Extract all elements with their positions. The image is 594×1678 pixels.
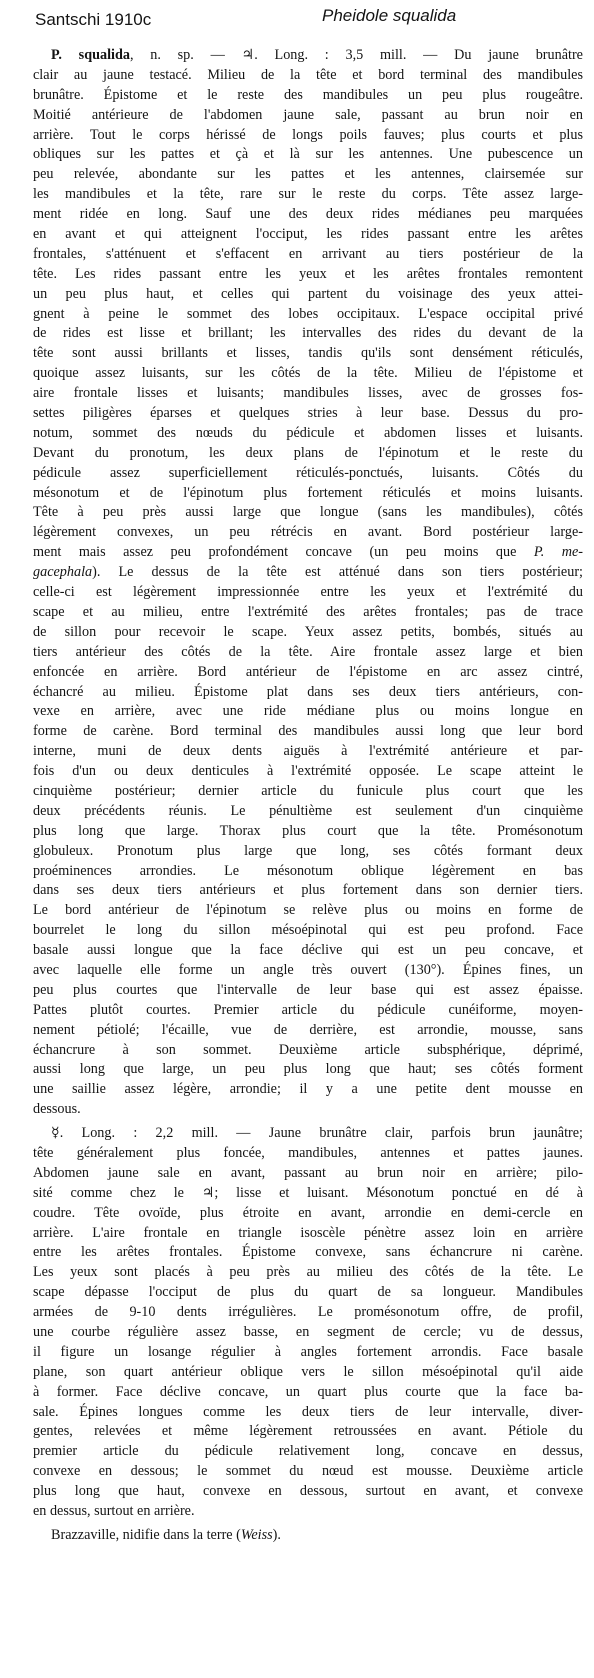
- text-run: armées de 9-10 dents irrégulières. Le promésonotum offre, de profil,: [33, 1304, 583, 1321]
- text-line: [0, 543, 594, 563]
- text-run: tête sont aussi brillants et lisses, tandis qu'ils sont densément réticulés,: [33, 345, 583, 362]
- text-line: [0, 941, 594, 961]
- text-line: [0, 1124, 594, 1144]
- text-run: Devant du pronotum, les deux plans de l'épinotum et le reste du: [33, 444, 583, 461]
- text-run: échancré au milieu. Épistome plat dans ses deux tiers antérieurs, con-: [33, 683, 583, 700]
- text-run: obliques sur les pattes et çà et là sur les antennes. Une pubescence un: [33, 146, 583, 163]
- text-run: vexe en arrière, avec une ride médiane plus ou moins longue en: [33, 703, 583, 720]
- text-run: coudre. Tête ovoïde, plus étroite en avant, arrondie en demi-cercle en: [33, 1204, 583, 1221]
- text-run: interne, muni de deux dents aiguës à l'extrémité antérieure et par-: [33, 743, 583, 760]
- text-run: une saillie assez légère, arrondie; il y a une petite dent mousse en: [33, 1081, 583, 1098]
- text-run: tête. Les rides passant entre les yeux et les arêtes frontales remontent: [33, 265, 583, 282]
- text-line: [0, 305, 594, 325]
- text-line: [0, 802, 594, 822]
- text-run: Le bord antérieur de l'épinotum se relève plus ou moins en forme de: [33, 902, 583, 919]
- text-run: Brazzaville, nidifie dans la terre (: [51, 1526, 241, 1543]
- text-run: quoique assez luisants, sur les côtés de la tête. Milieu de l'épistome et: [33, 365, 583, 382]
- text-line: [0, 324, 594, 344]
- text-line: [0, 921, 594, 941]
- text-line: [0, 623, 594, 643]
- text-line: [0, 245, 594, 265]
- text-line: [0, 1164, 594, 1184]
- text-run: ).: [272, 1526, 281, 1543]
- text-run: Les yeux sont placés à peu près au milieu des côtés de la tête. Le: [33, 1264, 583, 1281]
- text-run: premier article du pédicule relativement long, concave en dessus,: [33, 1443, 583, 1460]
- text-line: [0, 1080, 594, 1100]
- text-line: [0, 1283, 594, 1303]
- text-run: Abdomen jaune sale en avant, passant au brun noir en arrière; pilo-: [33, 1164, 583, 1181]
- text-line: [0, 881, 594, 901]
- text-run: convexe en dessous; le sommet du nœud est mousse. Deuxième article: [33, 1463, 583, 1480]
- text-line: [0, 1224, 594, 1244]
- text-run: de sillon pour recevoir le scape. Yeux assez petits, bombés, situés au: [33, 623, 583, 640]
- text-run: sité comme chez le ♃; lisse et luisant. Mésonotum ponctué en dé à: [33, 1184, 583, 1201]
- text-run: de rides est lisse et brillant; les intervalles des rides du devant de la: [33, 325, 583, 342]
- text-run: deux précédents réunis. Le pénultième est seulement d'un cinquième: [33, 802, 583, 819]
- text-line: [0, 1041, 594, 1061]
- text-run: arrière. Tout le corps hérissé de longs poils fauves; plus courts et plus: [33, 126, 583, 143]
- text-line: [0, 464, 594, 484]
- text-line: [0, 364, 594, 384]
- text-line: [0, 86, 594, 106]
- text-run: peu relevée, abondante sur les pattes et les antennes, clairsemée sur: [33, 166, 583, 183]
- text-line: [0, 981, 594, 1001]
- text-run: plus long que haut, convexe en dessous, surtout en avant, et convexe: [33, 1483, 583, 1500]
- text-line: [0, 901, 594, 921]
- text-run: frontales, s'atténuent et s'effacent en arrivant au tiers postérieur de la: [33, 245, 583, 262]
- italic-term: Weiss: [240, 1526, 273, 1543]
- text-line: [0, 742, 594, 762]
- text-line: [0, 1263, 594, 1283]
- text-line: [0, 1383, 594, 1403]
- text-line: [0, 1100, 594, 1120]
- text-line: [0, 1021, 594, 1041]
- text-line: [0, 1403, 594, 1423]
- text-line: [0, 702, 594, 722]
- text-run: basale aussi longue que la face déclive qui est un peu concave, et: [33, 942, 583, 959]
- taxon-name: P. squalida: [51, 47, 130, 63]
- text-line: [0, 862, 594, 882]
- text-line: [0, 1422, 594, 1442]
- text-run: scape dépasse l'occiput de plus du quart de sa longueur. Mandibules: [33, 1284, 583, 1301]
- text-line: [0, 1502, 594, 1522]
- text-line: [0, 66, 594, 86]
- text-run: ment ridée en long. Sauf une des deux rides médianes peu marquées: [33, 206, 583, 223]
- text-line: [0, 205, 594, 225]
- species-description: [0, 46, 594, 1546]
- text-line: [0, 842, 594, 862]
- text-line: [0, 145, 594, 165]
- text-line: [0, 1001, 594, 1021]
- text-run: arrière. L'aire frontale en triangle isoscèle pénètre assez loin en arrière: [33, 1224, 583, 1241]
- text-run: une courbe régulière assez basse, en segment de cercle; vu de dessus,: [33, 1324, 583, 1340]
- text-run: scape et au milieu, entre l'extrémité des arêtes frontales; pas de trace: [33, 603, 583, 620]
- species-title: Pheidole squalida: [322, 6, 457, 25]
- text-run: proéminences arrondies. Le mésonotum oblique légèrement en bas: [33, 862, 583, 879]
- text-line: [0, 603, 594, 623]
- text-run: Pattes plutôt courtes. Premier article du pédicule cunéiforme, moyen-: [33, 1001, 583, 1018]
- text-run: tiers antérieur des côtés de la tête. Aire frontale assez large et bien: [33, 643, 583, 660]
- text-run: il figure un losange régulier à angles fortement arrondis. Face basale: [33, 1343, 583, 1360]
- text-run: enfoncée en arrière. Bord antérieur de l'épistome en arc assez cintré,: [33, 663, 583, 680]
- text-run: forme de carène. Bord terminal des mandibules aussi long que leur bord: [33, 723, 583, 740]
- text-line: [0, 1323, 594, 1343]
- text-run: notum, sommet des nœuds du pédicule et abdomen lisses et luisants.: [33, 424, 583, 441]
- text-run: aussi long que large, un peu plus long que haut; ses côtés forment: [33, 1061, 583, 1078]
- text-line: [0, 404, 594, 424]
- text-line: [0, 225, 594, 245]
- text-line: [0, 822, 594, 842]
- text-line: [0, 1184, 594, 1204]
- text-line: [0, 1144, 594, 1164]
- text-line: [0, 424, 594, 444]
- text-run: globuleux. Pronotum plus large que long, ses côtés formant deux: [33, 842, 583, 859]
- text-line: [0, 683, 594, 703]
- text-line: [0, 782, 594, 802]
- text-line: [0, 384, 594, 404]
- text-line: [0, 583, 594, 603]
- text-run: en avant et qui atteignent l'occiput, les rides passant entre les arêtes: [33, 226, 583, 243]
- text-line: [0, 1060, 594, 1080]
- text-run: dessous.: [33, 1101, 81, 1118]
- text-line: [0, 1462, 594, 1482]
- text-line: [0, 1243, 594, 1263]
- italic-term: P. me-: [533, 544, 583, 561]
- text-line: [0, 663, 594, 683]
- text-run: gnent à peine le sommet des lobes occipitaux. L'espace occipital privé: [33, 305, 583, 322]
- text-line: [0, 1204, 594, 1224]
- text-run: peu plus courtes que l'intervalle de leur base qui est assez épaisse.: [33, 981, 583, 998]
- text-line: [0, 503, 594, 523]
- text-line: [0, 265, 594, 285]
- text-line: [0, 762, 594, 782]
- text-run: à former. Face déclive concave, un quart plus courte que la face ba-: [33, 1383, 583, 1400]
- citation-label: Santschi 1910c: [35, 10, 152, 29]
- text-run: brunâtre. Épistome et le reste des mandibules un peu plus rougeâtre.: [33, 86, 583, 103]
- text-run: pédicule assez superficiellement réticulés-ponctués, luisants. Côtés du: [33, 464, 583, 481]
- text-line: [0, 1482, 594, 1502]
- text-line: [0, 444, 594, 464]
- text-run: celle-ci est légèrement impressionnée entre les yeux et l'extrémité du: [33, 584, 583, 601]
- text-line: [0, 563, 594, 583]
- text-run: mésonotum et de l'épinotum plus fortement réticulés et moins luisants.: [33, 484, 583, 501]
- text-line: [0, 46, 594, 66]
- text-run: les mandibules et la tête, rare sur le reste du corps. Tête assez large-: [33, 186, 583, 203]
- text-line: [0, 185, 594, 205]
- text-run: en dessus, surtout en arrière.: [33, 1503, 195, 1520]
- text-line: [0, 1303, 594, 1323]
- text-line: [0, 523, 594, 543]
- text-run: ☿. Long. : 2,2 mill. — Jaune brunâtre clair, parfois brun jaunâtre;: [51, 1125, 583, 1142]
- text-line: [0, 961, 594, 981]
- text-run: dans ses deux tiers antérieurs et plus fortement dans son dernier tiers.: [33, 882, 583, 899]
- text-line: [0, 1363, 594, 1383]
- text-line: [0, 344, 594, 364]
- text-line: [0, 106, 594, 126]
- text-run: avec laquelle elle forme un angle très ouvert (130°). Épines fines, un: [33, 961, 583, 978]
- text-line: [0, 722, 594, 742]
- text-line: [0, 1526, 594, 1546]
- page-header: [0, 0, 594, 40]
- text-run: tête généralement plus foncée, mandibules, antennes et pattes jaunes.: [33, 1144, 583, 1161]
- text-run: plus long que large. Thorax plus court que la tête. Promésonotum: [33, 822, 583, 839]
- text-line: [0, 126, 594, 146]
- text-line: [0, 285, 594, 305]
- text-run: un peu plus haut, et celles qui partent du voisinage des yeux attei-: [33, 285, 583, 302]
- text-run: clair au jaune testacé. Milieu de la tête et bord terminal des mandibules: [33, 66, 583, 83]
- text-run: entre les arêtes frontales. Épistome convexe, sans échancrure ni carène.: [33, 1244, 583, 1261]
- text-run: aire frontale lisses et luisants; mandibules lisses, avec de grosses fos-: [33, 385, 583, 402]
- text-run: nement pétiolé; l'écaille, vue de derrière, est arrondie, mousse, sans: [33, 1021, 583, 1038]
- text-run: ment mais assez peu profondément concave (un peu moins que: [33, 544, 534, 561]
- text-run: sale. Épines longues comme les deux tiers de leur intervalle, diver-: [33, 1403, 583, 1420]
- text-run: fois d'un ou deux denticules à l'extrémité opposée. Le scape atteint le: [33, 763, 583, 780]
- text-line: [0, 165, 594, 185]
- text-run: légèrement convexes, un peu rétrécis en avant. Bord postérieur large-: [33, 524, 583, 541]
- text-run: cinquième postérieur; dernier article du funicule plus court que les: [33, 782, 583, 799]
- text-run: gentes, relevées et même légèrement retroussées en avant. Pétiole du: [33, 1423, 583, 1440]
- text-run: , n. sp. — ♃. Long. : 3,5 mill. — Du jaune brunâtre: [129, 47, 583, 63]
- text-run: plane, son quart antérieur oblique vers le sillon mésoépinotal qu'il aide: [33, 1363, 583, 1380]
- text-run: ). Le dessus de la tête est atténué dans son tiers postérieur;: [92, 564, 583, 581]
- text-run: settes piligères éparses et quelques stries à leur base. Dessus du pro-: [33, 405, 583, 422]
- text-line: [0, 643, 594, 663]
- text-line: [0, 484, 594, 504]
- text-line: [0, 1343, 594, 1363]
- text-run: bourrelet le long du sillon mésoépinotal qui est peu profond. Face: [33, 922, 583, 939]
- text-run: échancrure à son sommet. Deuxième article subsphérique, déprimé,: [33, 1041, 583, 1058]
- text-run: Tête à peu près aussi large que longue (sans les mandibules), côtés: [33, 504, 583, 521]
- text-run: Moitié antérieure de l'abdomen jaune sale, passant au brun noir en: [33, 106, 583, 123]
- text-line: [0, 1442, 594, 1462]
- italic-term: gacephala: [33, 564, 93, 581]
